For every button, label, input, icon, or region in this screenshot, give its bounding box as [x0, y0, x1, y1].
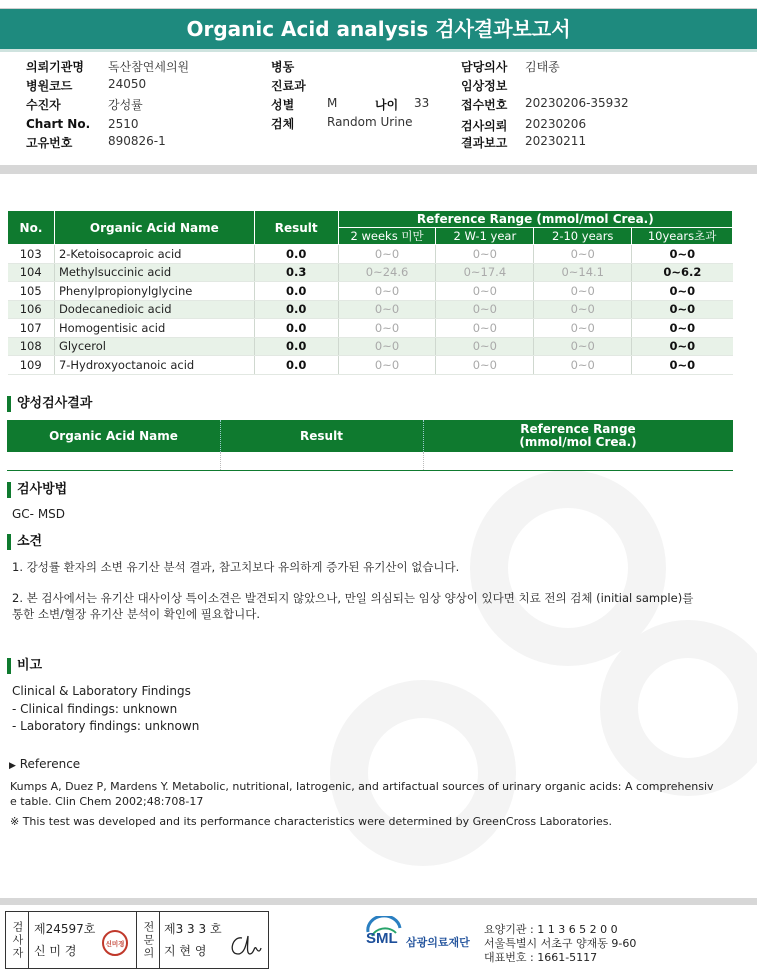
reference-line2: e table. Clin Chem 2002;48:708-17: [10, 795, 204, 808]
hdr-label: 결과보고: [461, 136, 508, 150]
row-range-10y: 0~0: [632, 300, 733, 319]
signature-mark: [226, 930, 262, 960]
table-row: [8, 300, 733, 319]
row-range-2w1y: 0~0: [436, 282, 534, 301]
col-range-sub: 2 weeks 미만: [338, 228, 436, 245]
specialist-name: 지 현 영: [164, 944, 207, 958]
report-title: Organic Acid analysis 검사결과보고서: [0, 9, 757, 49]
hdr-label: 임상정보: [461, 79, 508, 93]
row-result: 0.3: [254, 263, 338, 282]
remark-section-title: 비고: [7, 658, 42, 674]
positive-col-name: Organic Acid Name: [7, 420, 221, 452]
hdr-label: 의뢰기관명: [26, 60, 84, 74]
row-range-2-10y: 0~0: [534, 319, 632, 338]
hdr-value: 2510: [108, 117, 139, 131]
hdr-label: 성별: [271, 98, 295, 112]
opinion-p1: 1. 강성률 환자의 소변 유기산 분석 결과, 참고치보다 유의하게 증가된 유기산이 없습니다.: [12, 560, 460, 574]
opinion-p2-line2: 통한 소변/혈장 유기산 분석이 확인에 필요합니다.: [12, 607, 260, 621]
hdr-value: 강성률: [108, 98, 143, 112]
row-result: 0.0: [254, 245, 338, 264]
foundation-name: 삼광의료재단: [406, 936, 470, 949]
table-row: [8, 337, 733, 356]
row-result: 0.0: [254, 337, 338, 356]
hdr-value: M: [327, 96, 338, 110]
sml-logo-text: SML: [366, 930, 398, 947]
hdr-value: 33: [414, 96, 430, 110]
row-range-2w1y: 0~0: [436, 300, 534, 319]
hdr-value: 20230206: [525, 117, 587, 131]
col-result: Result: [254, 211, 338, 245]
row-result: 0.0: [254, 300, 338, 319]
institution-phone: 대표번호 : 1661-5117: [484, 951, 598, 964]
hdr-label: 나이: [375, 98, 399, 112]
footer-separator: [0, 898, 757, 905]
col-range-sub: 2 W-1 year: [436, 228, 534, 245]
row-range-2-10y: 0~0: [534, 337, 632, 356]
hdr-value: Random Urine: [327, 115, 413, 129]
watermark-shape: [600, 620, 757, 796]
row-name: 2-Ketoisocaproic acid: [54, 245, 254, 264]
positive-table-header: [7, 420, 733, 452]
hdr-value: 890826-1: [108, 134, 166, 148]
row-range-10y: 0~0: [632, 319, 733, 338]
specialist-no: 제3 3 3 호: [164, 922, 222, 936]
table-row: [8, 319, 733, 338]
remark-line1: Clinical & Laboratory Findings: [12, 684, 191, 698]
col-no: No.: [8, 211, 55, 245]
positive-empty-row: [7, 452, 733, 471]
row-range-2-10y: 0~0: [534, 300, 632, 319]
section-separator: [0, 165, 757, 174]
hdr-label: 검체: [271, 117, 295, 131]
row-range-2-10y: 0~14.1: [534, 263, 632, 282]
method-text: GC- MSD: [12, 507, 66, 521]
row-range-2w: 0~0: [338, 356, 436, 375]
row-range-2w: 0~0: [338, 300, 436, 319]
table-row: [8, 282, 733, 301]
row-range-2w1y: 0~0: [436, 356, 534, 375]
signature-box: [5, 911, 269, 969]
examiner-stamp: 신미경: [102, 930, 128, 956]
row-result: 0.0: [254, 356, 338, 375]
banner-shadow: [0, 49, 757, 52]
row-result: 0.0: [254, 282, 338, 301]
positive-col-range-line2: (mmol/mol Crea.): [519, 435, 637, 449]
table-row: [8, 356, 733, 375]
hdr-label: 병원코드: [26, 79, 73, 93]
row-no: 103: [8, 245, 55, 264]
row-no: 105: [8, 282, 55, 301]
row-range-2w: 0~0: [338, 245, 436, 264]
method-section-title: 검사방법: [7, 482, 67, 498]
examiner-name: 신 미 경: [34, 944, 77, 958]
table-row: [8, 245, 733, 264]
examiner-label: 검사자: [6, 912, 29, 968]
hdr-label: 고유번호: [26, 136, 73, 150]
hdr-value: 20230206-35932: [525, 96, 629, 110]
positive-col-range: [423, 420, 733, 452]
row-name: Dodecanedioic acid: [54, 300, 254, 319]
reference-line1: Kumps A, Duez P, Mardens Y. Metabolic, nutritional, Iatrogenic, and artifactual sources of urinary organic acids: A comprehensiv: [10, 780, 714, 793]
remark-line3: - Laboratory findings: unknown: [12, 719, 200, 733]
col-name: Organic Acid Name: [54, 211, 254, 245]
row-name: 7-Hydroxyoctanoic acid: [54, 356, 254, 375]
positive-col-result: Result: [220, 420, 424, 452]
row-no: 106: [8, 300, 55, 319]
hdr-label: Chart No.: [26, 117, 91, 131]
row-no: 107: [8, 319, 55, 338]
row-range-10y: 0~0: [632, 282, 733, 301]
positive-col-range-line1: Reference Range: [520, 422, 636, 436]
row-no: 109: [8, 356, 55, 375]
reference-note: ※ This test was developed and its performance characteristics were determined by GreenCross Laboratories.: [10, 815, 613, 828]
hdr-label: 병동: [271, 60, 295, 74]
row-range-2-10y: 0~0: [534, 245, 632, 264]
hdr-value: 24050: [108, 77, 147, 91]
row-range-2w1y: 0~17.4: [436, 263, 534, 282]
hdr-label: 수진자: [26, 98, 61, 112]
row-name: Homogentisic acid: [54, 319, 254, 338]
row-range-2w: 0~24.6: [338, 263, 436, 282]
hdr-label: 검사의뢰: [461, 119, 508, 133]
row-range-2w: 0~0: [338, 337, 436, 356]
positive-section-title: 양성검사결과: [7, 396, 92, 412]
row-range-2w: 0~0: [338, 282, 436, 301]
hdr-label: 담당의사: [461, 60, 508, 74]
row-no: 108: [8, 337, 55, 356]
hdr-value: 20230211: [525, 134, 587, 148]
watermark-shape: [330, 680, 516, 866]
row-range-2w1y: 0~0: [436, 245, 534, 264]
row-range-2w1y: 0~0: [436, 337, 534, 356]
hdr-value: 김태종: [525, 60, 560, 74]
remark-line2: - Clinical findings: unknown: [12, 702, 178, 716]
row-no: 104: [8, 263, 55, 282]
institution-code: 요양기관 : 1 1 3 6 5 2 0 0: [484, 923, 618, 936]
triangle-icon: ▶: [9, 761, 16, 771]
row-name: Glycerol: [54, 337, 254, 356]
col-reference-range: Reference Range (mmol/mol Crea.): [338, 211, 732, 228]
results-table: [7, 210, 733, 375]
hdr-label: 접수번호: [461, 98, 508, 112]
hdr-label: 진료과: [271, 79, 306, 93]
row-name: Phenylpropionylglycine: [54, 282, 254, 301]
row-range-10y: 0~6.2: [632, 263, 733, 282]
row-range-2w1y: 0~0: [436, 319, 534, 338]
top-rule: [0, 0, 757, 9]
institution-address: 서울특별시 서초구 양재동 9-60: [484, 937, 637, 950]
row-range-2-10y: 0~0: [534, 282, 632, 301]
row-range-2w: 0~0: [338, 319, 436, 338]
opinion-p2-line1: 2. 본 검사에서는 유기산 대사이상 특이소견은 발견되지 않았으나, 만일 의심되는 임상 양상이 있다면 치료 전의 검체 (initial sample)를: [12, 591, 694, 605]
table-row: [8, 263, 733, 282]
specialist-label: 전문의: [136, 912, 160, 968]
col-range-sub: 2-10 years: [534, 228, 632, 245]
hdr-value: 독산참연세의원: [108, 60, 190, 74]
row-range-2-10y: 0~0: [534, 356, 632, 375]
reference-title-text: Reference: [19, 757, 81, 771]
examiner-no: 제24597호: [34, 922, 96, 936]
row-name: Methylsuccinic acid: [54, 263, 254, 282]
reference-title: [9, 757, 80, 771]
row-result: 0.0: [254, 319, 338, 338]
row-range-10y: 0~0: [632, 337, 733, 356]
row-range-10y: 0~0: [632, 356, 733, 375]
col-range-sub: 10years초과: [632, 228, 733, 245]
opinion-section-title: 소견: [7, 534, 42, 550]
row-range-10y: 0~0: [632, 245, 733, 264]
